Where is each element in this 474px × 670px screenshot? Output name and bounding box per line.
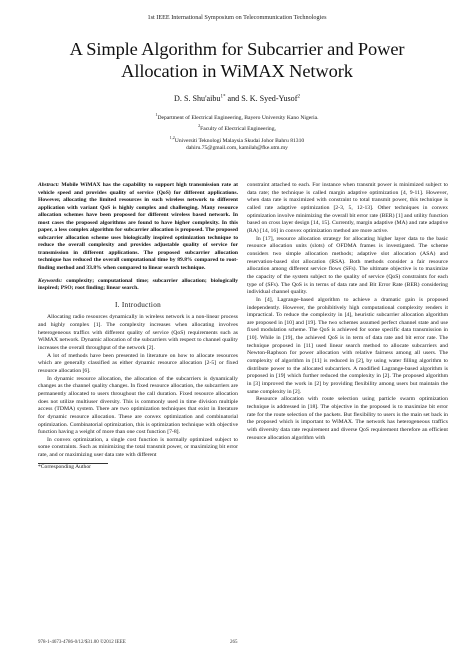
abstract <box>38 182 238 273</box>
page-number: 265 <box>230 640 238 645</box>
authors <box>0 94 474 103</box>
right-column <box>247 182 448 442</box>
intro-paragraph: Allocating radio resources dynamically in wireless network is a non-linear process and highly complex [1]. The complexity increases when allocating involves heterogeneous traffics with different quality of service (QoS) requirements such as WiMAX network. Dynamic allocation of the subcarriers with respect to channel quality increases the overall throughput of the network [2]. <box>38 314 238 351</box>
keywords-label: Keywords: <box>38 277 63 284</box>
affiliation-2-text: Faculty of Electrical Engineering, <box>200 126 276 133</box>
footnote: *Corresponding Author <box>38 463 91 470</box>
conference-header: 1st IEEE International Symposium on Telecommunication Technologies <box>147 14 327 21</box>
intro-paragraph: In convex optimization, a single cost function is normally optimized subject to some constraints. Such as minimizing the total transmit power, or maximizing bit error rate, and or maximizing user data rate with different <box>38 436 238 459</box>
author-emails[interactable]: dahiru.75@gmail.com, kamilah@fke.utm.my <box>186 144 288 151</box>
affiliation-1 <box>0 111 474 122</box>
affiliation-3-text: Universiti Teknologi Malaysia Skudai Johor Bahru 81310 <box>174 137 305 144</box>
body-paragraph: In [4], Lagrange-based algorithm to achieve a dramatic gain is proposed independently. However, the prohibitively high computational complexity renders it impractical. To reduce the complexity in [4], heuristic subcarrier allocation algorithm are proposed in [10] and [19]. The two schemes assumed perfect channel state and use fixed modulation scheme. The QoS is achieved for some specific data transmission in [10]. While in [19], the achieved QoS is in term of data rate and bit error rate. The technique proposed in [11] used linear search method to allocate subcarriers and Newton-Raphson for power allocation with relative fairness among all users. The complexity of algorithm in [11] is reduced in [2], by using water filling algorithm to distribute power to the allocated subcarriers. A modified Lagrange-based algorithm is proposed in [19] which further reduced the complexity in [2]. The proposed algorithm in [3] improved the work in [2] by providing flexibility among users but maintain the same complexity in [2]. <box>247 296 448 395</box>
section-heading-introduction: I. Introduction <box>114 300 162 309</box>
author-2-sup: 2 <box>297 94 300 100</box>
author-and: and <box>225 94 242 103</box>
intro-paragraph: A lot of methods have been presented in literature on how to allocate resources which are generally classified as either dynamic resource allocation [2-5] or fixed resource allocation [6]. <box>38 352 238 374</box>
author-1: D. S. Shu'aibu <box>174 94 221 103</box>
author-2: S. K. Syed-Yusof <box>241 94 298 103</box>
title-line-2: Allocation in WiMAX Network <box>121 61 353 81</box>
affiliation-2 <box>0 122 474 133</box>
title-line-1: A Simple Algorithm for Subcarrier and Power <box>69 39 405 59</box>
affiliation-2-sup: 2 <box>198 123 201 129</box>
affiliation-1-sup: 1 <box>155 112 158 117</box>
left-column <box>38 182 238 471</box>
footer-copyright: 978-1-4673-4786-0/12/$31.00 ©2012 IEEE <box>38 640 126 645</box>
affiliation-3-sup: 1,2 <box>169 134 175 140</box>
keywords <box>38 278 238 293</box>
intro-paragraph: In dynamic resource allocation, the allocation of the subcarriers is dynamically changes as the channel quality changes. In fixed resource allocation, the subcarriers are permanently allocated to users throughout the call duration. Fixed resource allocation does not utilize multiuser diversity. This is commonly used in time division multiple access (TDMA) system. There are two optimization techniques that exist in literature for dynamic resource allocation. These are convex optimization and combinatorial optimization. Combinatorial optimization, this is optimization technique with objective function having a weight of more than one cost function [7-8]. <box>38 375 238 436</box>
body-paragraph: constraint attached to each. For instance when transmit power is minimized subject to data rate; the technique is called margin adaptive optimization [4, 9-11]. However, when data rate is maximized with constraint to total transmit power, this technique is called rate adaptive optimization [2-3, 5, 12-13]. Other techniques in convex optimization involve minimizing the overall bit error rate (BER) [1] and utility function based on cross layer design [14, 15]. Currently, margin adaptive (MA) and rate adaptive (RA) [14, 16] in convex optimization method are more active. <box>247 182 448 234</box>
body-paragraph: Resource allocation with route selection using particle swarm optimization technique is addressed in [18]. The objective in the proposed is to maximize bit error rate for the route selection of the packets. But flexibility to users is the main set back in the proposed which is important to WiMAX. The network has heterogeneous traffics with diversity data rate requirement and diverse QoS requirement therefore an efficient resource allocation algorithm with <box>247 396 448 441</box>
author-1-sup: 1* <box>220 94 226 100</box>
abstract-label: Abstract: <box>38 182 60 188</box>
affiliation-3 <box>0 134 474 145</box>
paper-title <box>20 38 454 82</box>
body-paragraph: In [17], resource allocation strategy for allocating higher layer data to the basic resource allocation units (slots) of OFDMA frames is investigated. The scheme considers two simple allocation methods; adaptive slot allocation (ASA) and reservation-based slot allocation (RSA). Both methods consider a fair resource allocation among different service flows (SFs). The ultimate objective is to maximize the capacity of the system subject to the quality of service (QoS) constraints for each type of (SFs). The QoS is in terms of data rate and Bit Error Rate (BER) considering individual channel quality. <box>247 235 448 296</box>
keywords-text: complexity; computational time; subcarrier allocation; biologically inspired; PSO; root finding; linear search. <box>38 277 238 292</box>
abstract-text: Mobile WiMAX has the capability to support high transmission rate at vehicle speed and provides quality of service (QoS) for different applications. However, allocating the limited resources in such wireless network to different application with variant QoS is highly complex and challenging. Many resource allocation schemes have been proposed for different wireless based network. In most cases the proposed algorithms are found to have higher complexity. In this paper, a less complex algorithm for subcarrier allocation is proposed. The proposed subcarrier allocation scheme uses biologically inspired optimization technique to reduce the overall complexity and provides adjustable quality of service for transmission in different applications. The proposed subcarrier allocation technique has reduced the overall computational time by 89.8% compared to root-finding method and 33.8% when compared to linear search technique. <box>38 182 238 272</box>
affiliations <box>0 111 474 152</box>
affiliation-1-text: Department of Electrical Engineering, Bayero University Kano Nigeria. <box>157 114 319 121</box>
